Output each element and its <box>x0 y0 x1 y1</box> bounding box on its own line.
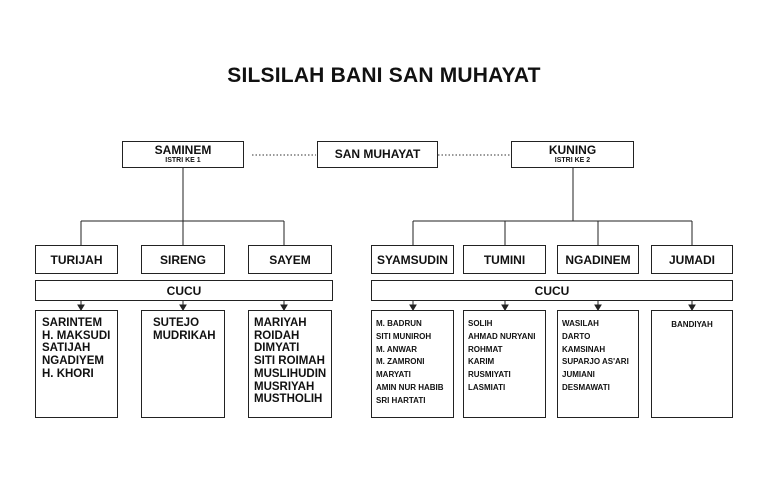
grandchild-name: MUSRIYAH <box>254 380 315 393</box>
child-tumini-box <box>463 245 546 274</box>
grandchildren-sayem-box <box>248 310 332 418</box>
child-jumadi-name: JUMADI <box>668 252 715 267</box>
grandchild-name: MARIYAH <box>254 317 307 329</box>
grandchild-name: MUDRIKAH <box>153 329 216 342</box>
grandchildren-ngadinem-box <box>557 310 639 418</box>
child-jumadi-box <box>651 245 733 274</box>
child-sireng-name: SIRENG <box>159 252 206 267</box>
grandchildren-jumadi-box <box>651 310 733 418</box>
grandchild-name: M. ZAMRONI <box>376 357 425 367</box>
grandchild-name: SUPARJO AS'ARI <box>562 357 629 367</box>
grandchild-name: SOLIH <box>468 319 493 328</box>
grandchild-name: M. BADRUN <box>376 319 422 328</box>
child-syamsudin-box <box>371 245 454 274</box>
page-title: SILSILAH BANI SAN MUHAYAT <box>227 64 541 87</box>
grandchild-name: WASILAH <box>562 319 599 328</box>
child-syamsudin-name: SYAMSUDIN <box>377 252 448 267</box>
grandchild-name: SATIJAH <box>42 342 91 355</box>
grandchild-name: SRI HARTATI <box>376 395 426 405</box>
cucu-label-left: CUCU <box>166 283 202 298</box>
grandchild-name: SITI ROIMAH <box>254 355 325 368</box>
wife2-name: KUNING <box>548 143 597 157</box>
grandchild-name: KAMSINAH <box>562 344 606 354</box>
grandchild-name: DARTO <box>562 331 591 341</box>
grandchild-name: DESMAWATI <box>562 382 610 392</box>
grandchildren-syamsudin-box <box>371 310 454 418</box>
grandchild-name: JUMIANI <box>562 370 595 380</box>
grandchild-name: DIMYATI <box>254 342 300 355</box>
wife1-note: ISTRI KE 1 <box>165 157 201 164</box>
cucu-label-right: CUCU <box>534 283 570 298</box>
child-sayem-name: SAYEM <box>269 252 311 267</box>
grandchild-name: MUSTHOLIH <box>254 393 323 406</box>
grandchild-name: SUTEJO <box>153 317 200 329</box>
root-box <box>317 141 438 168</box>
grandchild-name: H. MAKSUDI <box>42 329 111 342</box>
grandchildren-turijah-box <box>35 310 118 418</box>
grandchild-name: SITI MUNIROH <box>376 331 432 341</box>
child-tumini-name: TUMINI <box>483 252 526 267</box>
grandchild-name: MARYATI <box>376 370 411 380</box>
wife2-note: ISTRI KE 2 <box>554 157 591 164</box>
grandchild-name: ROIDAH <box>254 329 300 342</box>
grandchild-name: AHMAD NURYANI <box>468 331 536 341</box>
child-ngadinem-box <box>557 245 639 274</box>
cucu-bar-right <box>371 280 733 301</box>
grandchildren-sireng-box <box>141 310 225 418</box>
grandchild-name: KARIM <box>468 357 495 367</box>
child-sireng-box <box>141 245 225 274</box>
child-sayem-box <box>248 245 332 274</box>
grandchild-name: LASMIATI <box>468 382 506 392</box>
child-turijah-name: TURIJAH <box>50 252 103 267</box>
grandchild-name: MUSLIHUDIN <box>254 367 327 380</box>
grandchildren-tumini-box <box>463 310 546 418</box>
grandchild-name: ROHMAT <box>468 344 503 354</box>
grandchild-name: SARINTEM <box>42 317 103 329</box>
grandchild-name: M. ANWAR <box>376 344 418 354</box>
wife1-box <box>122 141 244 168</box>
grandchild-name: H. KHORI <box>42 367 94 380</box>
grandchild-name: NGADIYEM <box>42 355 104 368</box>
grandchild-name: AMIN NUR HABIB <box>376 382 444 392</box>
grandchild-name: RUSMIYATI <box>468 370 511 380</box>
child-ngadinem-name: NGADINEM <box>565 252 631 267</box>
cucu-bar-left <box>35 280 333 301</box>
child-turijah-box <box>35 245 118 274</box>
grandchild-name: BANDIYAH <box>671 320 713 329</box>
wife2-box <box>511 141 634 168</box>
wife1-name: SAMINEM <box>154 143 212 157</box>
root-name: SAN MUHAYAT <box>334 147 421 161</box>
